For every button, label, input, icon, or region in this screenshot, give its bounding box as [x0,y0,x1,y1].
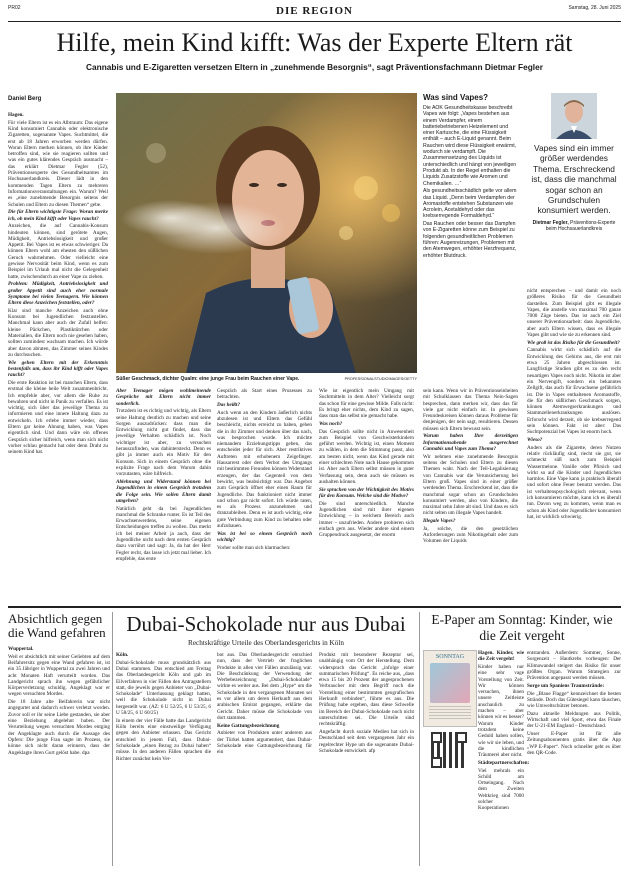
epaper-thumb-image [430,663,470,703]
vape-box-paragraph: Die AOK Gesundheitskasse beschreibt Vapes wie folgt: „Vapes bestehen aus einem Verdampfer, einem batteriebetriebenen Heizelement und einer Kartusche, die eine Flüssigkeit enthält – auch E-Liquid genannt. Beim Rauchen wird diese Flüssigkeit erwärmt, wodurch sie verdampft. Die Zusammensetzung des Liquids ist unterschiedlich und hängt von jeweiligen Produkt ab. In der Regel enthalten die Liquids Zusatzstoffe wie Aromen und Chemikalien. …“ [423,105,517,187]
interview-question: Sie sprachen von der Wichtigkeit des Motivs für den Konsum. Welche sind die Motive? [319,486,414,499]
vape-photo [116,93,417,373]
main-col-4 [319,388,414,602]
vape-box-paragraph: Als gesundheitsschädlich gelte vor allem das Liquid. „Denn beim Verdampfen der Aromastoffe entstehen Substanzen wie Acrolein, Acetaldehyd oder das krebserregende Formaldehyd.“ [423,188,517,220]
paragraph: Für viele Eltern ist es ein Albtraum: Das eigene Kind konsumiert Cannabis oder elektronische Zigaretten, sogenannte Vapes. Suchtmittel, die erst ab 18 Jahren erworben werden dürfen. Woran Eltern merken können, ob ihre Kinder betroffen sind, wie sie reagieren sollten und was ein gutes klärendes Gespräch ausmacht – das erklärt Dietmar Fegler (52), Präventionsexperte des Gesundheitsamtes im Hochsauerlandkreis. Dieser lädt in den kommenden Tagen Eltern zu mehreren Informationsveranstaltungen ein. Warum? Weil es „eine zunehmende Besorgnis seitens der Schulen und Eltern zu diesen Themen“ gebe. [8,119,108,208]
interview-question: Warum haben Ihre derzeitigen Informationsabende ausgerechnet Cannabis und Vapes zum Thema? [423,433,518,453]
paragraph: Vorher sollte man sich klarmachen: [217,544,291,551]
paragraph: Dubai-Schokolade muss grundsätzlich aus Dubai stammen. Das entschied am Freitag das Oberlandesgericht Köln und gab im Eilverfahren in vier Fällen den Antragstellern statt, die jeweils gegen Anbieter von „Dubai-Schokolade“ Unterlassung geklagt hatten, weil die Schokolade nicht in Dubai hergestellt war. (AZ: 6 U 52/25, 6 U 53/25, 6 U 58/25, 6 U 60/25) [116,659,211,717]
author: Daniel Berg [8,96,42,102]
quote-box [527,93,621,283]
paragraph: Die „Blaue Flagge“ kennzeichnet die besten Strände. Doch das Gütesiegel kann täuschen, wie Umweltschützer betonen. [527,690,621,710]
paragraph: Anzeichen, die auf Cannabis-Konsum hindeuten können, sind gerötete Augen, Müdigkeit, Antriebslosigkeit und großer Appetit. Bei Vapes ist es etwas schwieriger. Da können Eltern wohl am ehesten den süßlichen Geruch wahrnehmen. Oder vielleicht eine gewisse Nervosität beim Kind, wenn es zum Beispiel im Urlaub mal nicht die Gelegenheit hatte, zwischendurch an einer Vape zu ziehen. [8,223,108,280]
paragraph: Gespräch als Start eines Prozesses zu betrachten. [217,388,312,401]
paragraph: Die 18 Jahre alte Beifahrerin war nicht angegurtet und dadurch schwer verletzt worden. Zuvor soll er ihr seine Liebe gestanden, sie aber eine Beziehung abgelehnt haben. Der Verurteilung wegen versuchten Mordes entging der Angeklagte auch durch die Aussage des Opfers: Die junge Frau sagte im Prozess, sie könne sich nicht daran erinnern, dass der Angeklagte ihren Gurt gelöst habe. dpa [8,699,110,756]
expert-name [527,220,621,232]
paragraph: In einem der vier Fälle hatte das Landgericht Köln bereits eine einstweilige Verfügung gegen den Anbieter erlassen. Das Gericht entschied in jenem Fall, dass Dubai-Schokolade „einen Bezug zu Dubai haben“ müsse. In den anderen Fällen sprachen die Richter zunächst kein Ver- [116,717,211,762]
interview-question: Aber Teenager mögen wohlmeinende Gespräche mit Eltern nicht immer sonderlich. [116,388,211,407]
interview-question: Problem: Müdigkeit, Antriebslosigkeit und großer Appetit sind auch eher normale Symptome bei vielen Teenagern. Wie können Eltern diese Anzeichen feststellen, oder? [8,281,108,307]
story4-headline: E-Paper am Sonntag: Kinder, wie die Zeit vergeht [431,612,613,643]
main-col-1 [8,112,108,602]
interview-question: Was ist bei so einem Gespräch noch wichtig? [217,530,312,543]
paragraph: Ja, solche, die den gesetzlichen Anforderungen zum Nikotingehalt oder zum Volumen der Liquids [423,525,518,545]
interview-question: Wie groß ist das Risiko für die Gesundheit? [527,339,620,346]
vape-box-text [423,105,519,380]
paragraph: Das Gespräch sollte nicht in Anwesenheit zum Beispiel von Geschwisterkindern geführt werden. Wichtig ist, einen Moment zu wählen, in dem die Stimmung passt, also am besten nicht, wenn das Kind gerade mit einer schlechten Note nach Hause gekommen ist. Aber auch Eltern selbst müssen in guter Verfassung sein, denn auch sie müssen es aushalten können. [319,428,414,485]
story4-col-2 [527,650,621,866]
interview-question: Wie gehen Eltern mit der Erkenntnis bestenfalls um, dass ihr Kind kifft oder Vapes raucht? [8,359,108,379]
page-date: Samstag, 28. Juni 2025 [568,5,621,11]
vape-info-box [423,93,519,383]
section-title: DIE REGION [276,5,353,17]
story2-headline: Absichtlich gegen die Wand gefahren [8,611,106,640]
paragraph: Klar sind manche Anzeichen auch ohne Konsum bei Jugendlichen festzustellen. Manchmal kann aber auch der Zufall helfen: kleine Päckchen, Plastiktütchen oder Materialien, die Eltern noch nie gesehen haben, sollten zumindest wachsam machen. Ich würde aber davon abraten, das Zimmer seines Kindes zu durchsuchen. [8,307,108,358]
photo-illustration [116,93,417,373]
story3-headline: Dubai-Schokolade nur aus Dubai [126,612,406,636]
paragraph: Hagen. [8,112,24,118]
paragraph: Trotzdem ist es richtig und wichtig, als Eltern seine Haltung deutlich zu machen und seine Sorgen auszudrücken: dass man die Entwicklung nicht gut findet, dass das jeweilige Verhalten schädlich ist. Noch wichtiger ist aber, zu versuchen herauszufinden, was dahintersteckt. Denn es gibt ja immer auch ein Motiv für den Konsum. Sich in einem Gespräch ohne die explizite Frage nach dem Warum dahin vorzutasten, wäre hilfreich. [116,408,211,478]
paragraph: bot aus. Das Oberlandesgericht entschied nun, dass der Vertrieb der fraglichen Produkte in allen vier Fällen unzulässig war. Die Beschränkung der Verwendung der Werbebezeichnung „Dubai-Schokolade“ wirkte es weiter aus. Bei dem „Hype“ um die Schokolade in den vergangenen Monaten sei es vor allem um deren Herkunft aus dem arabischen Emirat gegangen, erklärte das Gericht. Daher müsse die Schokolade von dort stammen. [217,652,312,721]
epaper-thumb-lines [429,706,471,720]
subheading: Städtepartnerschaften: [478,759,530,766]
paragraph: Unser E-Paper ist für alle Zeitungsabonnenten gratis über die App „WP E-Paper“. Noch schneller geht es über den QR-Code. [527,731,621,757]
paragraph: Wuppertal. [8,646,34,652]
paragraph: Anbieter von Produkten unter anderem aus der Türkei hatten argumentiert, dass Dubai-Schokolade eine Gattungsbezeichnung für ein [217,730,312,756]
qr-code[interactable] [431,732,467,768]
paragraph: Angefacht durch soziale Medien hat sich in Deutschland seit dem vergangenen Jahr ein regelrechter Hype um die sogenannte Dubai-Schokolade entwickelt. afp [319,728,414,754]
page-label: PR02 [8,5,21,11]
interview-question: Illegale Vapes? [423,518,456,525]
interview-question: Was noch? [319,420,343,427]
paragraph: Die erste Reaktion ist bei manchen Eltern, dass erstmal die kleine heile Welt zusammenbricht. Ich empfehle aber, vor allem die Ruhe zu bewahren und nicht in Panik zu verfallen. Es ist wichtig, sich über das jeweilige Thema zu informieren und eine innere Haltung dazu zu entwickeln. Ich erlebe immer wieder, dass Eltern gar keine Ahnung haben, was Vapes eigentlich sind. Und dann wäre ein offenes Gespräch sicher hilfreich, wenn man sich nicht vorher schlau gemacht hat oder denn Draht zu seinem Kind hat. [8,379,108,456]
paragraph: Auch wenn an den Kindern äußerlich nichts abzulesen ist und Eltern das Gefühl beschleicht, nichts erreicht zu haben, gehen die in ihr Zimmer und denken über das nach, was besprochen wurde. Ich möchte niemandem Erziehungstipps geben, das entscheidet jeder für sich. Aber restriktives Auftreten mit erhobenem Zeigefinger. Hausarrest oder dem Verbot des Umgangs mit bestimmten Freunden können Widerstand erzeugen, der das Gegenteil von dem bewirkt, was beabsichtigt war. Das Angebot zum Gespräch öffnet eher einen Raum für Jugendliche. Das funktioniert nicht immer und schon gar nicht sofort. Ich würde raten, es als Prozess anzunehmen und dranzubleiben. Denn es ist auch wichtig, eine gute Verbindung zum Kind zu behalten oder aufzubauen. [217,409,312,530]
story3-col-1 [116,652,211,866]
interview-question: Die für Eltern wichtigste Frage: Woran merke ich, ob mein Kind kifft oder Vapes raucht? [8,209,108,222]
subheading: Keine Gattungsbezeichnung [217,722,280,729]
main-col-5 [423,388,518,602]
paragraph: Köln. [116,652,129,658]
header-rule [8,21,621,22]
interview-question: Wieso? [527,437,543,443]
paragraph: sein kann. Wenn wir in Präventionseinheiten mit Schulklassen das Thema Nein-Sagen besprechen, dann merken wir, dass das für viele gar nicht einfach ist. In gewissen Freundeskreisen können daraus Probleme für denjenigen, der nein sagt, resultieren. Dessen müssen sich Eltern bewusst sein. [423,388,518,432]
expert-role: Präventions-Experte beim Hochsauerlandkreis [545,219,616,232]
main-col-6 [527,288,621,602]
vape-box-paragraph: Das Rauchen oder besser das Dampfen von E-Zigaretten könne zum Beispiel zu folgenden gesundheitlichen Problemen führen: Augenreizungen, Problemen mit den Atemwegen, erhöhter Herzfrequenz, erhöhter Blutdruck. [423,221,517,259]
paragraph: Die sind unterschiedlich. Manche Jugendlichen sind mit ihrer eigenen Entwicklung – in welchem Bereich auch immer – unzufrieden. Andere probieren sich einfach gern aus. Wieder andere sind einem Gruppendruck ausgesetzt, der enorm [319,500,414,539]
person-icon [551,93,597,139]
paragraph: Anders als die Zigarette, deren Nutzen relativ rückläufig sind, riecht sie gut, sie schmeckt süß nach zum Beispiel Wassermelone. Vanille oder Pfirsich und wirkt so auf die Kinder und Jugendlichen harmlos. Eine Vape kann ja praktisch überall und sofort ohne Feuer benutzt werden. Das ist verhaltenspsychologisch relevant, wenn ich konsumieren möchte, kann ich es überall tun. Davon weg zu kommen, wenn man es schon als Kind oder Jugendlicher konsumiert hat, ist wirklich schwierig. [527,444,621,520]
main-headline: Hilfe, mein Kind kifft: Was der Experte Eltern rät [56,28,573,57]
main-col-2 [116,388,211,602]
paragraph: Weil er absichtlich mit seiner Geliebten auf dem Beifahrersitz gegen eine Wand gefahren ist, ist ein 35 Jähriger in Wuppertal zu zwei Jahren und acht Monaten Haft verurteilt worden. Das Landgericht sprach ihn wegen gefährlicher Körperverletzung schuldig. Angeklagt war er wegen versuchten Mordes. [8,653,110,698]
expert-quote: Vapes sind ein immer größer werdendes Thema. Erschreckend ist, dass die manchmal sogar schon an Grundschulen konsumiert werden. [531,143,617,216]
interview-question: Das heißt? [217,401,240,408]
paragraph: entstanden. Außerdem: Sommer, Sonne, Sorgenzeit – Hautkrebs vorbeugen: Der Klimawandel steigert das Risiko für unser größtes Organ. Warum Strategien zur Prävention angepasst werden müssen. [527,650,621,682]
story3-col-3 [319,652,414,866]
main-col-3 [217,388,312,602]
bottom-rule [8,606,621,608]
paragraph: Cannabis wirkt sich schädlich auf die Entwicklung des Gehirns aus, die erst mit etwa 25 Jahren abgeschlossen ist. Langfristige Studien gibt es zu den recht neuartigen Vapes noch nicht. Nikotin ist aber ein Nervengift, sondern ein bekanntes Zellgift, das auch für Erwachsene gefährlich ist. Die in Vapes enthaltenen Aromastoffe, die für den süßlichen Geschmack sorgen, können Atemwegserkrankungen und Stammzellenerkrankungen auslösen. Erforscht wird derzeit, ob sie krebserregend sein können. Fakt ist aber: Das Suchtpotenzial bei Vapes ist enorm hoch. [527,347,621,436]
epaper-thumb-title: SONNTAG [435,654,465,660]
divider-1 [112,612,113,866]
paragraph: Wir nehmen eine zunehmende Besorgnis seitens der Schulen und Eltern zu diesen Themen wahr. Nach der Teil-Legalisierung von Cannabis war die Verunsicherung bei Eltern groß. Vapes sind in einer größer werdenden Thema. Erschreckend ist, dass die manchmal sogar schon an Grundschulen konsumiert werden, also von Kindern, die maximal zehn Jahre alt sind. Und dass es sich nicht selten um illegale Vapes handelt. [423,453,518,517]
vape-box-title: Was sind Vapes? [423,93,489,102]
story4-col-1 [478,650,530,866]
paragraph: Natürlich geht da bei Jugendlichen manchmal die Schranke runter. Es ist Teil des Erwachsenwerdens, seine eigenen Entscheidungen treffen zu wollen. Das merkt ich bei meiner Arbeit ja auch, dass der Jugendliche nicht nach dem ersten Gespräch dazu vorrührt und sagt: Ja, da hat der Herr Fegler recht, das lasse ich jetzt mal lieber. Ich empfehle, das erste [116,505,211,562]
paragraph: Kinder haben nur eine sehr vage Vorstellung von Zeit. Wir können versuchen, ihnen unsere Zeitleiste anschaulich zu machen – aber können wir es besser? Warum Kinder trotzdem keine Geduld haben sollen, wie wir sie leben, und die kindlichen Träumerei aber nicht. [478,663,524,759]
interview-question: Ablehnung und Widerstand können bei Jugendlichen in einem Gespräch trotzdem die Folge sein. Wie sollen Eltern damit umgehen? [116,478,211,504]
paragraph: Wie ist eigentlich mein Umgang mit Suchtmitteln in dem Alter? Vielleicht sorgt das schon für eine gewisse Milde. Falls nicht: Es bringt eher nichts, dem Kind zu sagen, dass man das selbst nie gemacht habe. [319,388,414,420]
story3-col-2 [217,652,312,866]
subheading: Sorge um Spaniens Traumstrände: [527,682,605,689]
photo-credit: PROFESSIONALSTUDIOIMAGES/GETTY [344,377,417,381]
expert-name-text: Dietmar Fegler, [532,219,569,226]
expert-portrait [551,93,597,139]
story2-text [8,646,110,866]
paragraph: Produkt mit besonderer Rezeptur sei, unabhängig vom Ort der Herstellung. Dem widersprach das Gericht „infolge einer summarischen Prüfung“. Es reiche aus, „dass etwa 15 bis 20 Prozent der angesprochenen Verbraucher mit dem Begriff noch die Vorstellung einer bestimmten geografischen Herkunft verbinden“, führte es aus. Die Prüfung habe ergeben, dass diese Schwelle im Bereich der Dubai-Schokolade noch nicht unterschritten sei. Die Urteile sind rechtskräftig. [319,652,414,728]
paragraph: Viel mehrals ein Schild am Ortseingang. Nach dem Zweiten Weltkrieg sind 7000 solcher Kooperationen [478,767,524,812]
paragraph: nicht entsprechen – und damit ein noch größeres Risiko für die Gesundheit darstellen. Zum Beispiel gibt es illegale Vapes, die anstelle von maximal 700 ganze 7000 Züge bieten. Das ist auch ein Ziel unserer Präventionsarbeit: dass Jugendliche, aber auch Eltern wissen, dass es illegale Vapes gibt und wie sie zu erkennen sind. [527,288,621,339]
story3-subheadline: Rechtskräftige Urteile des Oberlandesgerichts in Köln [188,639,344,647]
paragraph: Dazu aktuelle Meldungen aus Politik, Wirtschaft und viel Sport, etwa das Finale der U-21-EM England – Deutschland. [527,710,621,730]
epaper-thumbnail [423,650,477,727]
divider-2 [419,612,420,866]
paragraph: Hagen. Kinder, wie die Zeit vergeht! [478,650,524,663]
photo-caption: Süßer Geschmack, dichter Qualm: eine junge Frau beim Rauchen einer Vape. [116,376,300,382]
main-subheadline: Cannabis und E-Zigaretten versetzen Eltern in „zunehmende Besorgnis“, sagt Präventionsfachmann Dietmar Fegler [86,62,543,72]
